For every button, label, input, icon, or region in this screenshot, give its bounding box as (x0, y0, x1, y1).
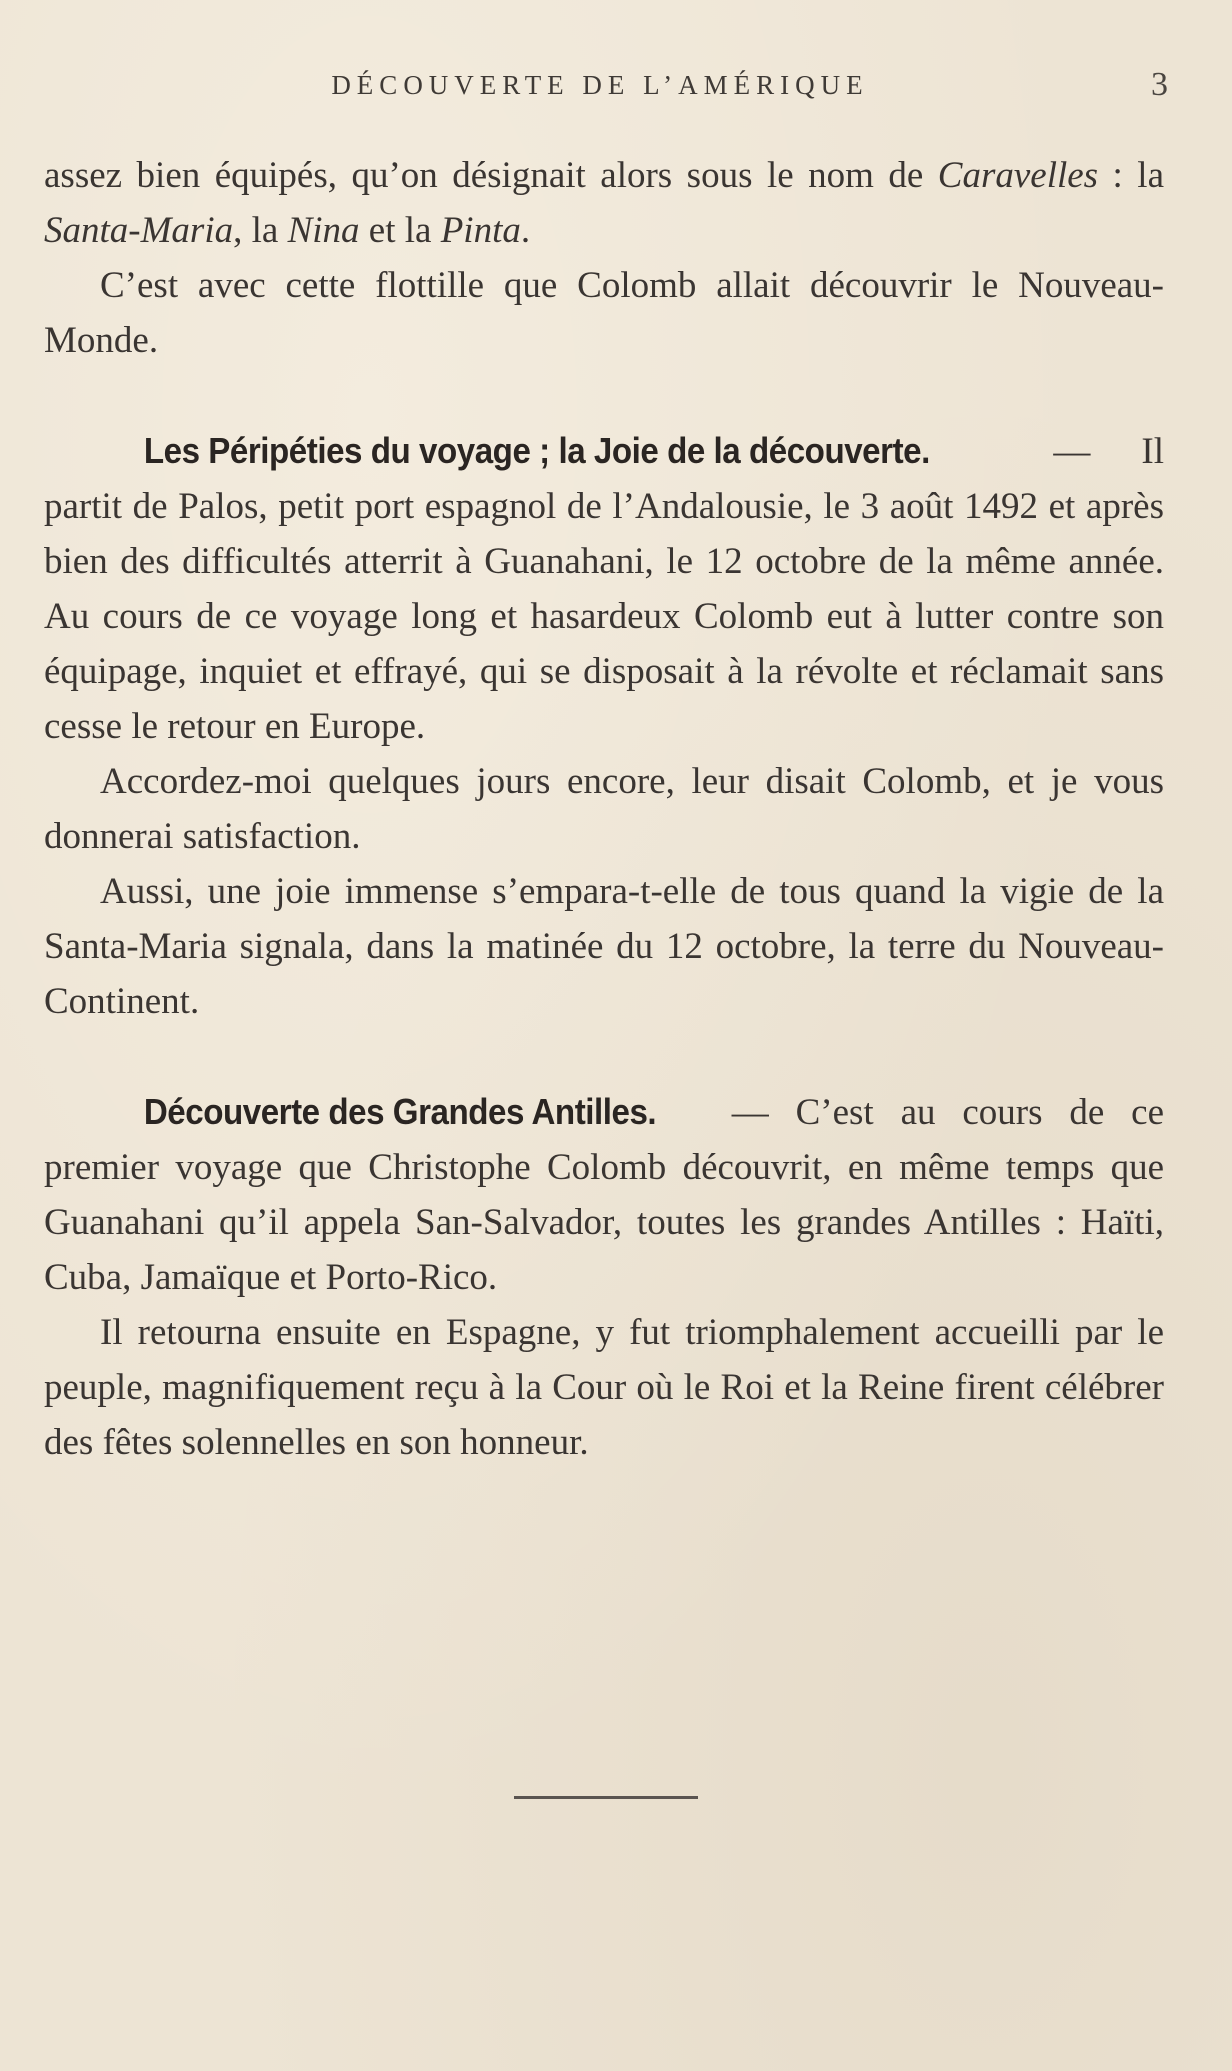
body-text (44, 148, 1164, 1470)
paragraph-retour: Il retourna ensuite en Espagne, y fut triomphalement accueilli par le peuple, magnifiquement reçu à la Cour où le Roi et la Reine firent célébrer des fêtes solennelles en son honneur. (44, 1312, 1164, 1463)
text-run: : la (1098, 155, 1164, 196)
text-run: assez bien équipés, qu’on désignait alors sous le nom de (44, 155, 938, 196)
paragraph-peripeties (44, 423, 1164, 754)
ship-name-nina: Nina (287, 210, 360, 251)
paragraph-caravelles (44, 148, 1164, 258)
running-title: DÉCOUVERTE DE L’AMÉRIQUE (331, 70, 869, 100)
section-heading-peripeties: Les Péripéties du voyage ; la Joie de la découverte. (143, 430, 930, 471)
paragraph-text: — Il partit de Palos, petit port espagnol de l’Andalousie, le 3 août 1492 et après bien des difficultés atterrit à Guanahani, le 12 octobre de la même année. Au cours de ce voyage long et hasardeux Colomb eut à lutter contre son équipage, inquiet et effrayé, qui se disposait à la révolte et réclamait sans cesse le retour en Europe. (44, 431, 1164, 747)
ship-name-pinta: Pinta (440, 210, 521, 251)
paragraph-antilles (44, 1084, 1164, 1305)
text-run: et la (359, 210, 441, 251)
ship-name-santa-maria: Santa-Maria (44, 210, 234, 251)
ship-type-name: Caravelles (937, 155, 1099, 196)
page-number: 3 (1151, 66, 1168, 103)
paragraph-text: — C’est au cours de ce premier voyage que Christophe Colomb découvrit, en même temps que Guanahani qu’il appela San-Salvador, toutes les grandes Antilles : Haïti, Cuba, Jamaïque et Porto-Rico. (44, 1092, 1164, 1298)
end-rule-divider (514, 1796, 698, 1799)
text-run: , la (233, 210, 288, 251)
paragraph-accordez: Accordez-moi quelques jours encore, leur disait Colomb, et je vous donnerai satisfaction. (44, 761, 1164, 857)
paragraph-flottille: C’est avec cette flottille que Colomb allait découvrir le Nouveau-Monde. (44, 265, 1164, 361)
text-run: . (520, 210, 531, 251)
section-heading-antilles: Découverte des Grandes Antilles. (143, 1091, 657, 1132)
running-head (40, 66, 1168, 110)
paragraph-joie: Aussi, une joie immense s’empara-t-elle de tous quand la vigie de la Santa-Maria signala, dans la matinée du 12 octobre, la terre du Nouveau-Continent. (44, 871, 1164, 1022)
